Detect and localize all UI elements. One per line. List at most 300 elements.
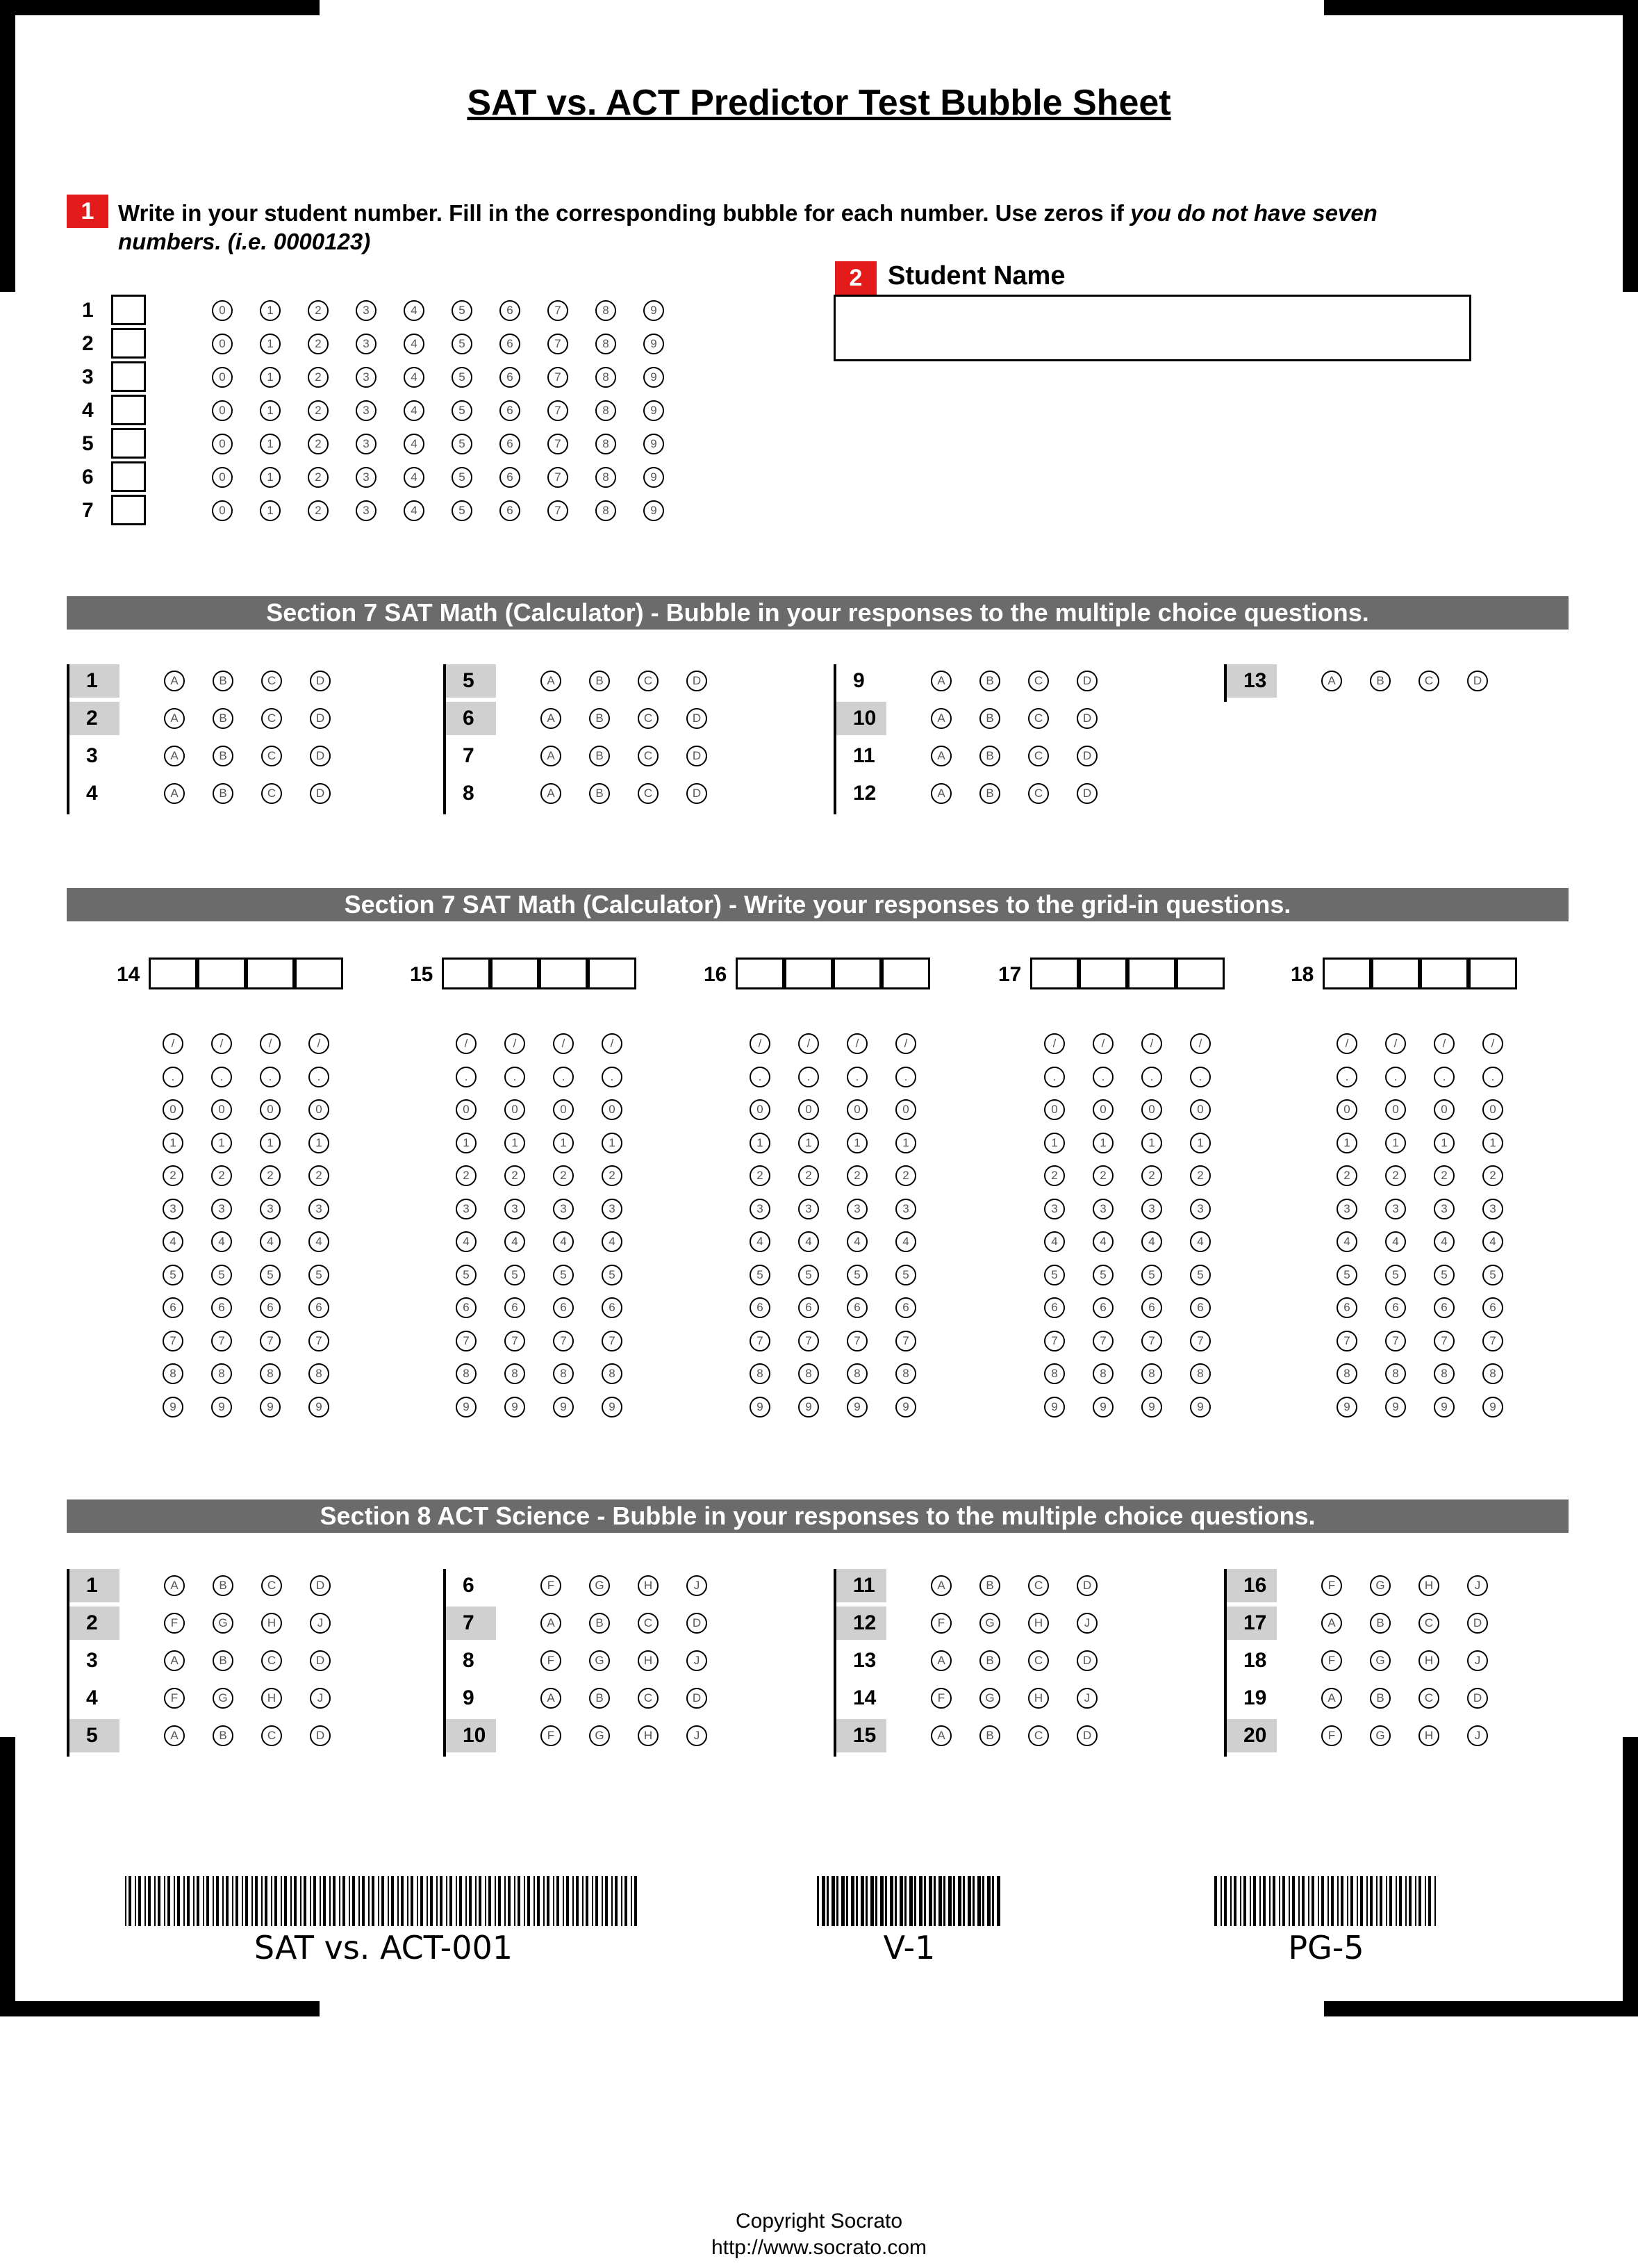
grid-in-bubble[interactable]: 2 (260, 1165, 281, 1186)
grid-in-bubble[interactable]: . (750, 1067, 770, 1087)
grid-in-bubble[interactable]: 9 (308, 1397, 329, 1418)
sec7-answer-bubble[interactable]: B (979, 708, 1000, 729)
grid-in-bubble[interactable]: 5 (163, 1265, 183, 1285)
grid-in-bubble[interactable]: 8 (1093, 1363, 1114, 1384)
sec8-answer-bubble[interactable]: G (213, 1613, 233, 1634)
grid-in-bubble[interactable]: 9 (1190, 1397, 1211, 1418)
sec7-answer-bubble[interactable]: B (213, 783, 233, 804)
sec8-answer-bubble[interactable]: C (1028, 1725, 1049, 1746)
sec8-answer-bubble[interactable]: F (1321, 1650, 1342, 1671)
student-number-bubble[interactable]: 7 (547, 500, 568, 521)
grid-in-bubble[interactable]: / (211, 1033, 232, 1054)
grid-in-bubble[interactable]: 0 (1044, 1099, 1065, 1120)
student-number-bubble[interactable]: 5 (452, 300, 472, 321)
sec7-answer-bubble[interactable]: D (310, 708, 331, 729)
grid-in-bubble[interactable]: 5 (798, 1265, 819, 1285)
grid-in-bubble[interactable]: 4 (504, 1231, 525, 1252)
grid-in-bubble[interactable]: 7 (1337, 1331, 1357, 1351)
grid-in-bubble[interactable]: 8 (602, 1363, 622, 1384)
student-number-bubble[interactable]: 2 (308, 367, 329, 388)
grid-in-bubble[interactable]: 6 (553, 1297, 574, 1318)
grid-in-bubble[interactable]: / (456, 1033, 477, 1054)
student-number-bubble[interactable]: 5 (452, 467, 472, 488)
sec7-answer-bubble[interactable]: A (164, 783, 185, 804)
sec8-answer-bubble[interactable]: D (1077, 1725, 1098, 1746)
sec8-answer-bubble[interactable]: G (979, 1688, 1000, 1709)
student-number-bubble[interactable]: 2 (308, 400, 329, 421)
grid-in-bubble[interactable]: 7 (456, 1331, 477, 1351)
grid-in-bubble[interactable]: 3 (1044, 1199, 1065, 1219)
sec8-answer-bubble[interactable]: F (540, 1725, 561, 1746)
sec8-answer-bubble[interactable]: A (164, 1575, 185, 1596)
sec8-answer-bubble[interactable]: C (1418, 1613, 1439, 1634)
grid-in-bubble[interactable]: 4 (163, 1231, 183, 1252)
sec8-answer-bubble[interactable]: D (1467, 1688, 1488, 1709)
student-number-bubble[interactable]: 3 (356, 434, 377, 454)
grid-in-bubble[interactable]: . (1337, 1067, 1357, 1087)
sec7-answer-bubble[interactable]: D (1077, 708, 1098, 729)
sec8-answer-bubble[interactable]: J (686, 1725, 707, 1746)
sec8-answer-bubble[interactable]: A (931, 1650, 952, 1671)
student-number-bubble[interactable]: 1 (260, 334, 281, 354)
sec7-answer-bubble[interactable]: A (931, 671, 952, 691)
sec8-answer-bubble[interactable]: C (1418, 1688, 1439, 1709)
grid-in-bubble[interactable]: / (1093, 1033, 1114, 1054)
grid-in-bubble[interactable]: 9 (798, 1397, 819, 1418)
grid-in-answer-box[interactable] (246, 958, 295, 989)
student-number-bubble[interactable]: 6 (499, 400, 520, 421)
student-number-bubble[interactable]: 6 (499, 434, 520, 454)
grid-in-bubble[interactable]: 2 (1482, 1165, 1503, 1186)
student-number-digit-box[interactable] (111, 328, 146, 359)
student-number-digit-box[interactable] (111, 461, 146, 492)
grid-in-bubble[interactable]: 0 (456, 1099, 477, 1120)
grid-in-bubble[interactable]: 3 (750, 1199, 770, 1219)
grid-in-bubble[interactable]: 4 (456, 1231, 477, 1252)
grid-in-bubble[interactable]: 2 (1044, 1165, 1065, 1186)
grid-in-bubble[interactable]: 8 (504, 1363, 525, 1384)
grid-in-bubble[interactable]: 8 (750, 1363, 770, 1384)
sec8-answer-bubble[interactable]: J (1467, 1650, 1488, 1671)
grid-in-bubble[interactable]: 4 (798, 1231, 819, 1252)
sec7-answer-bubble[interactable]: B (213, 671, 233, 691)
student-number-bubble[interactable]: 6 (499, 300, 520, 321)
sec8-answer-bubble[interactable]: A (540, 1688, 561, 1709)
grid-in-answer-box[interactable] (197, 958, 246, 989)
sec7-answer-bubble[interactable]: D (310, 746, 331, 766)
grid-in-bubble[interactable]: 2 (1141, 1165, 1162, 1186)
grid-in-bubble[interactable]: 6 (1093, 1297, 1114, 1318)
student-number-bubble[interactable]: 1 (260, 367, 281, 388)
sec8-answer-bubble[interactable]: A (164, 1725, 185, 1746)
sec8-answer-bubble[interactable]: B (213, 1575, 233, 1596)
grid-in-bubble[interactable]: 5 (1141, 1265, 1162, 1285)
grid-in-bubble[interactable]: / (1434, 1033, 1455, 1054)
grid-in-bubble[interactable]: 7 (553, 1331, 574, 1351)
sec8-answer-bubble[interactable]: H (1028, 1613, 1049, 1634)
sec8-answer-bubble[interactable]: C (1028, 1575, 1049, 1596)
sec8-answer-bubble[interactable]: A (931, 1725, 952, 1746)
grid-in-bubble[interactable]: 9 (602, 1397, 622, 1418)
sec8-answer-bubble[interactable]: J (1467, 1575, 1488, 1596)
grid-in-bubble[interactable]: . (504, 1067, 525, 1087)
sec8-answer-bubble[interactable]: D (1077, 1650, 1098, 1671)
grid-in-bubble[interactable]: 2 (1190, 1165, 1211, 1186)
grid-in-bubble[interactable]: 0 (798, 1099, 819, 1120)
grid-in-bubble[interactable]: 3 (504, 1199, 525, 1219)
grid-in-bubble[interactable]: 0 (211, 1099, 232, 1120)
grid-in-bubble[interactable]: 4 (1190, 1231, 1211, 1252)
student-number-bubble[interactable]: 3 (356, 467, 377, 488)
sec8-answer-bubble[interactable]: G (589, 1725, 610, 1746)
sec8-answer-bubble[interactable]: F (540, 1575, 561, 1596)
grid-in-bubble[interactable]: 7 (750, 1331, 770, 1351)
sec8-answer-bubble[interactable]: B (979, 1575, 1000, 1596)
grid-in-bubble[interactable]: 2 (798, 1165, 819, 1186)
grid-in-bubble[interactable]: 9 (260, 1397, 281, 1418)
student-number-bubble[interactable]: 0 (212, 334, 233, 354)
student-number-digit-box[interactable] (111, 395, 146, 425)
student-number-bubble[interactable]: 4 (404, 367, 424, 388)
grid-in-answer-box[interactable] (784, 958, 833, 989)
grid-in-answer-box[interactable] (1079, 958, 1127, 989)
grid-in-answer-box[interactable] (882, 958, 930, 989)
sec7-answer-bubble[interactable]: B (589, 671, 610, 691)
grid-in-bubble[interactable]: 2 (1434, 1165, 1455, 1186)
grid-in-bubble[interactable]: 6 (847, 1297, 868, 1318)
grid-in-bubble[interactable]: . (260, 1067, 281, 1087)
grid-in-answer-box[interactable] (539, 958, 588, 989)
grid-in-bubble[interactable]: 1 (163, 1133, 183, 1153)
grid-in-bubble[interactable]: 5 (211, 1265, 232, 1285)
grid-in-bubble[interactable]: 5 (308, 1265, 329, 1285)
student-number-bubble[interactable]: 0 (212, 500, 233, 521)
sec7-answer-bubble[interactable]: A (540, 671, 561, 691)
grid-in-bubble[interactable]: / (163, 1033, 183, 1054)
grid-in-bubble[interactable]: 5 (1385, 1265, 1406, 1285)
grid-in-bubble[interactable]: 4 (847, 1231, 868, 1252)
student-number-bubble[interactable]: 3 (356, 500, 377, 521)
grid-in-bubble[interactable]: 3 (1434, 1199, 1455, 1219)
grid-in-bubble[interactable]: 4 (308, 1231, 329, 1252)
student-number-bubble[interactable]: 6 (499, 367, 520, 388)
sec8-answer-bubble[interactable]: J (686, 1650, 707, 1671)
sec7-answer-bubble[interactable]: A (540, 746, 561, 766)
grid-in-bubble[interactable]: 9 (1482, 1397, 1503, 1418)
grid-in-bubble[interactable]: 2 (895, 1165, 916, 1186)
student-number-bubble[interactable]: 7 (547, 334, 568, 354)
grid-in-bubble[interactable]: 1 (1190, 1133, 1211, 1153)
grid-in-bubble[interactable]: 1 (1385, 1133, 1406, 1153)
sec8-answer-bubble[interactable]: J (310, 1613, 331, 1634)
sec8-answer-bubble[interactable]: F (931, 1688, 952, 1709)
student-number-bubble[interactable]: 9 (643, 434, 664, 454)
grid-in-bubble[interactable]: 7 (1044, 1331, 1065, 1351)
grid-in-bubble[interactable]: / (1190, 1033, 1211, 1054)
student-number-bubble[interactable]: 2 (308, 300, 329, 321)
grid-in-bubble[interactable]: 2 (750, 1165, 770, 1186)
grid-in-answer-box[interactable] (1420, 958, 1469, 989)
grid-in-bubble[interactable]: 8 (456, 1363, 477, 1384)
grid-in-bubble[interactable]: 4 (750, 1231, 770, 1252)
student-number-bubble[interactable]: 4 (404, 500, 424, 521)
grid-in-bubble[interactable]: 3 (1190, 1199, 1211, 1219)
sec8-answer-bubble[interactable]: F (164, 1613, 185, 1634)
grid-in-answer-box[interactable] (490, 958, 539, 989)
grid-in-bubble[interactable]: / (750, 1033, 770, 1054)
sec8-answer-bubble[interactable]: F (1321, 1575, 1342, 1596)
student-number-bubble[interactable]: 3 (356, 400, 377, 421)
sec8-answer-bubble[interactable]: B (213, 1725, 233, 1746)
grid-in-bubble[interactable]: 7 (895, 1331, 916, 1351)
sec8-answer-bubble[interactable]: G (979, 1613, 1000, 1634)
grid-in-bubble[interactable]: 4 (895, 1231, 916, 1252)
student-number-bubble[interactable]: 2 (308, 500, 329, 521)
sec7-answer-bubble[interactable]: C (261, 783, 282, 804)
student-number-digit-box[interactable] (111, 295, 146, 325)
sec7-answer-bubble[interactable]: C (638, 783, 659, 804)
grid-in-bubble[interactable]: . (1190, 1067, 1211, 1087)
grid-in-bubble[interactable]: 6 (504, 1297, 525, 1318)
grid-in-bubble[interactable]: 6 (308, 1297, 329, 1318)
student-number-bubble[interactable]: 7 (547, 434, 568, 454)
sec7-answer-bubble[interactable]: D (1077, 783, 1098, 804)
grid-in-bubble[interactable]: 5 (553, 1265, 574, 1285)
grid-in-bubble[interactable]: 8 (1337, 1363, 1357, 1384)
grid-in-bubble[interactable]: 8 (895, 1363, 916, 1384)
sec7-answer-bubble[interactable]: C (1028, 746, 1049, 766)
sec8-answer-bubble[interactable]: D (686, 1613, 707, 1634)
grid-in-bubble[interactable]: 5 (895, 1265, 916, 1285)
sec8-answer-bubble[interactable]: C (261, 1575, 282, 1596)
grid-in-bubble[interactable]: 9 (456, 1397, 477, 1418)
sec7-answer-bubble[interactable]: C (1418, 671, 1439, 691)
grid-in-bubble[interactable]: 1 (1044, 1133, 1065, 1153)
grid-in-bubble[interactable]: 5 (1093, 1265, 1114, 1285)
student-number-bubble[interactable]: 1 (260, 467, 281, 488)
sec7-answer-bubble[interactable]: B (213, 746, 233, 766)
sec7-answer-bubble[interactable]: B (1370, 671, 1391, 691)
grid-in-bubble[interactable]: . (798, 1067, 819, 1087)
student-number-bubble[interactable]: 5 (452, 334, 472, 354)
grid-in-bubble[interactable]: 2 (553, 1165, 574, 1186)
grid-in-bubble[interactable]: 7 (308, 1331, 329, 1351)
student-number-digit-box[interactable] (111, 428, 146, 459)
grid-in-bubble[interactable]: 5 (456, 1265, 477, 1285)
grid-in-bubble[interactable]: 5 (260, 1265, 281, 1285)
grid-in-bubble[interactable]: . (163, 1067, 183, 1087)
sec7-answer-bubble[interactable]: C (638, 671, 659, 691)
sec8-answer-bubble[interactable]: D (310, 1650, 331, 1671)
sec7-answer-bubble[interactable]: A (164, 671, 185, 691)
grid-in-bubble[interactable]: 0 (163, 1099, 183, 1120)
sec8-answer-bubble[interactable]: B (979, 1725, 1000, 1746)
grid-in-bubble[interactable]: 9 (553, 1397, 574, 1418)
grid-in-bubble[interactable]: 5 (1337, 1265, 1357, 1285)
student-number-bubble[interactable]: 3 (356, 367, 377, 388)
grid-in-bubble[interactable]: 1 (895, 1133, 916, 1153)
grid-in-bubble[interactable]: / (1044, 1033, 1065, 1054)
sec8-answer-bubble[interactable]: J (1077, 1688, 1098, 1709)
student-number-bubble[interactable]: 2 (308, 434, 329, 454)
student-number-bubble[interactable]: 6 (499, 500, 520, 521)
grid-in-bubble[interactable]: 0 (504, 1099, 525, 1120)
grid-in-bubble[interactable]: . (895, 1067, 916, 1087)
grid-in-bubble[interactable]: 9 (504, 1397, 525, 1418)
sec8-answer-bubble[interactable]: H (638, 1725, 659, 1746)
grid-in-bubble[interactable]: 4 (1434, 1231, 1455, 1252)
grid-in-bubble[interactable]: 3 (308, 1199, 329, 1219)
sec7-answer-bubble[interactable]: C (1028, 783, 1049, 804)
grid-in-bubble[interactable]: . (553, 1067, 574, 1087)
sec8-answer-bubble[interactable]: D (310, 1725, 331, 1746)
grid-in-bubble[interactable]: 8 (1385, 1363, 1406, 1384)
grid-in-bubble[interactable]: 6 (895, 1297, 916, 1318)
grid-in-bubble[interactable]: 7 (260, 1331, 281, 1351)
sec8-answer-bubble[interactable]: H (261, 1613, 282, 1634)
student-number-bubble[interactable]: 7 (547, 367, 568, 388)
grid-in-bubble[interactable]: . (1044, 1067, 1065, 1087)
grid-in-bubble[interactable]: 7 (1482, 1331, 1503, 1351)
sec8-answer-bubble[interactable]: A (540, 1613, 561, 1634)
grid-in-answer-box[interactable] (1176, 958, 1225, 989)
grid-in-bubble[interactable]: 9 (1141, 1397, 1162, 1418)
grid-in-bubble[interactable]: 5 (1482, 1265, 1503, 1285)
grid-in-bubble[interactable]: 1 (308, 1133, 329, 1153)
sec8-answer-bubble[interactable]: F (164, 1688, 185, 1709)
grid-in-bubble[interactable]: 8 (211, 1363, 232, 1384)
grid-in-bubble[interactable]: 4 (1385, 1231, 1406, 1252)
sec8-answer-bubble[interactable]: B (1370, 1688, 1391, 1709)
student-number-bubble[interactable]: 9 (643, 367, 664, 388)
sec8-answer-bubble[interactable]: B (589, 1688, 610, 1709)
sec8-answer-bubble[interactable]: G (589, 1575, 610, 1596)
student-number-bubble[interactable]: 8 (595, 500, 616, 521)
grid-in-bubble[interactable]: 4 (1337, 1231, 1357, 1252)
grid-in-bubble[interactable]: 9 (847, 1397, 868, 1418)
grid-in-bubble[interactable]: / (798, 1033, 819, 1054)
student-number-bubble[interactable]: 1 (260, 434, 281, 454)
grid-in-bubble[interactable]: . (1141, 1067, 1162, 1087)
sec8-answer-bubble[interactable]: F (540, 1650, 561, 1671)
grid-in-bubble[interactable]: 5 (1190, 1265, 1211, 1285)
student-number-bubble[interactable]: 3 (356, 300, 377, 321)
sec7-answer-bubble[interactable]: B (979, 671, 1000, 691)
grid-in-bubble[interactable]: 2 (1093, 1165, 1114, 1186)
grid-in-bubble[interactable]: / (847, 1033, 868, 1054)
grid-in-bubble[interactable]: . (1482, 1067, 1503, 1087)
grid-in-bubble[interactable]: 6 (1482, 1297, 1503, 1318)
student-number-bubble[interactable]: 2 (308, 467, 329, 488)
grid-in-answer-box[interactable] (149, 958, 197, 989)
sec8-answer-bubble[interactable]: B (213, 1650, 233, 1671)
grid-in-bubble[interactable]: 9 (211, 1397, 232, 1418)
sec8-answer-bubble[interactable]: G (1370, 1575, 1391, 1596)
grid-in-bubble[interactable]: 0 (1141, 1099, 1162, 1120)
grid-in-bubble[interactable]: 8 (1434, 1363, 1455, 1384)
sec7-answer-bubble[interactable]: D (686, 746, 707, 766)
grid-in-answer-box[interactable] (1030, 958, 1079, 989)
student-number-bubble[interactable]: 9 (643, 334, 664, 354)
grid-in-bubble[interactable]: . (1093, 1067, 1114, 1087)
sec8-answer-bubble[interactable]: G (1370, 1650, 1391, 1671)
sec7-answer-bubble[interactable]: D (310, 671, 331, 691)
grid-in-bubble[interactable]: 5 (1434, 1265, 1455, 1285)
grid-in-bubble[interactable]: 5 (504, 1265, 525, 1285)
grid-in-answer-box[interactable] (833, 958, 882, 989)
student-number-bubble[interactable]: 4 (404, 400, 424, 421)
student-number-bubble[interactable]: 8 (595, 334, 616, 354)
grid-in-bubble[interactable]: 3 (895, 1199, 916, 1219)
grid-in-bubble[interactable]: 6 (1141, 1297, 1162, 1318)
grid-in-bubble[interactable]: 2 (847, 1165, 868, 1186)
sec8-answer-bubble[interactable]: H (638, 1650, 659, 1671)
sec7-answer-bubble[interactable]: C (1028, 708, 1049, 729)
grid-in-bubble[interactable]: 8 (1190, 1363, 1211, 1384)
grid-in-answer-box[interactable] (442, 958, 490, 989)
sec7-answer-bubble[interactable]: D (310, 783, 331, 804)
grid-in-bubble[interactable]: 2 (211, 1165, 232, 1186)
grid-in-bubble[interactable]: 8 (163, 1363, 183, 1384)
sec7-answer-bubble[interactable]: C (261, 708, 282, 729)
grid-in-bubble[interactable]: 8 (308, 1363, 329, 1384)
student-number-bubble[interactable]: 5 (452, 367, 472, 388)
grid-in-bubble[interactable]: 3 (602, 1199, 622, 1219)
sec8-answer-bubble[interactable]: B (589, 1613, 610, 1634)
student-number-bubble[interactable]: 0 (212, 467, 233, 488)
grid-in-bubble[interactable]: 0 (750, 1099, 770, 1120)
grid-in-bubble[interactable]: 8 (260, 1363, 281, 1384)
student-number-bubble[interactable]: 0 (212, 300, 233, 321)
grid-in-bubble[interactable]: 8 (798, 1363, 819, 1384)
grid-in-bubble[interactable]: . (1434, 1067, 1455, 1087)
grid-in-bubble[interactable]: / (308, 1033, 329, 1054)
sec8-answer-bubble[interactable]: A (931, 1575, 952, 1596)
grid-in-bubble[interactable]: 8 (1141, 1363, 1162, 1384)
sec7-answer-bubble[interactable]: D (686, 783, 707, 804)
sec7-answer-bubble[interactable]: D (1077, 671, 1098, 691)
student-number-bubble[interactable]: 5 (452, 400, 472, 421)
sec8-answer-bubble[interactable]: D (310, 1575, 331, 1596)
grid-in-bubble[interactable]: 1 (260, 1133, 281, 1153)
grid-in-bubble[interactable]: 4 (1093, 1231, 1114, 1252)
grid-in-bubble[interactable]: 2 (504, 1165, 525, 1186)
grid-in-bubble[interactable]: 1 (456, 1133, 477, 1153)
grid-in-bubble[interactable]: 9 (1434, 1397, 1455, 1418)
sec7-answer-bubble[interactable]: B (979, 783, 1000, 804)
student-number-bubble[interactable]: 8 (595, 434, 616, 454)
grid-in-bubble[interactable]: 1 (847, 1133, 868, 1153)
grid-in-bubble[interactable]: 7 (1093, 1331, 1114, 1351)
grid-in-bubble[interactable]: 8 (553, 1363, 574, 1384)
grid-in-bubble[interactable]: 1 (553, 1133, 574, 1153)
sec8-answer-bubble[interactable]: G (213, 1688, 233, 1709)
grid-in-bubble[interactable]: 5 (847, 1265, 868, 1285)
sec8-answer-bubble[interactable]: D (1467, 1613, 1488, 1634)
sec7-answer-bubble[interactable]: C (638, 708, 659, 729)
grid-in-bubble[interactable]: 9 (895, 1397, 916, 1418)
student-name-field[interactable] (834, 295, 1471, 361)
student-number-bubble[interactable]: 9 (643, 400, 664, 421)
student-number-bubble[interactable]: 4 (404, 300, 424, 321)
grid-in-answer-box[interactable] (736, 958, 784, 989)
grid-in-bubble[interactable]: 6 (163, 1297, 183, 1318)
sec7-answer-bubble[interactable]: C (261, 671, 282, 691)
grid-in-bubble[interactable]: 3 (553, 1199, 574, 1219)
student-number-bubble[interactable]: 6 (499, 467, 520, 488)
grid-in-bubble[interactable]: 1 (1434, 1133, 1455, 1153)
grid-in-bubble[interactable]: 1 (1141, 1133, 1162, 1153)
